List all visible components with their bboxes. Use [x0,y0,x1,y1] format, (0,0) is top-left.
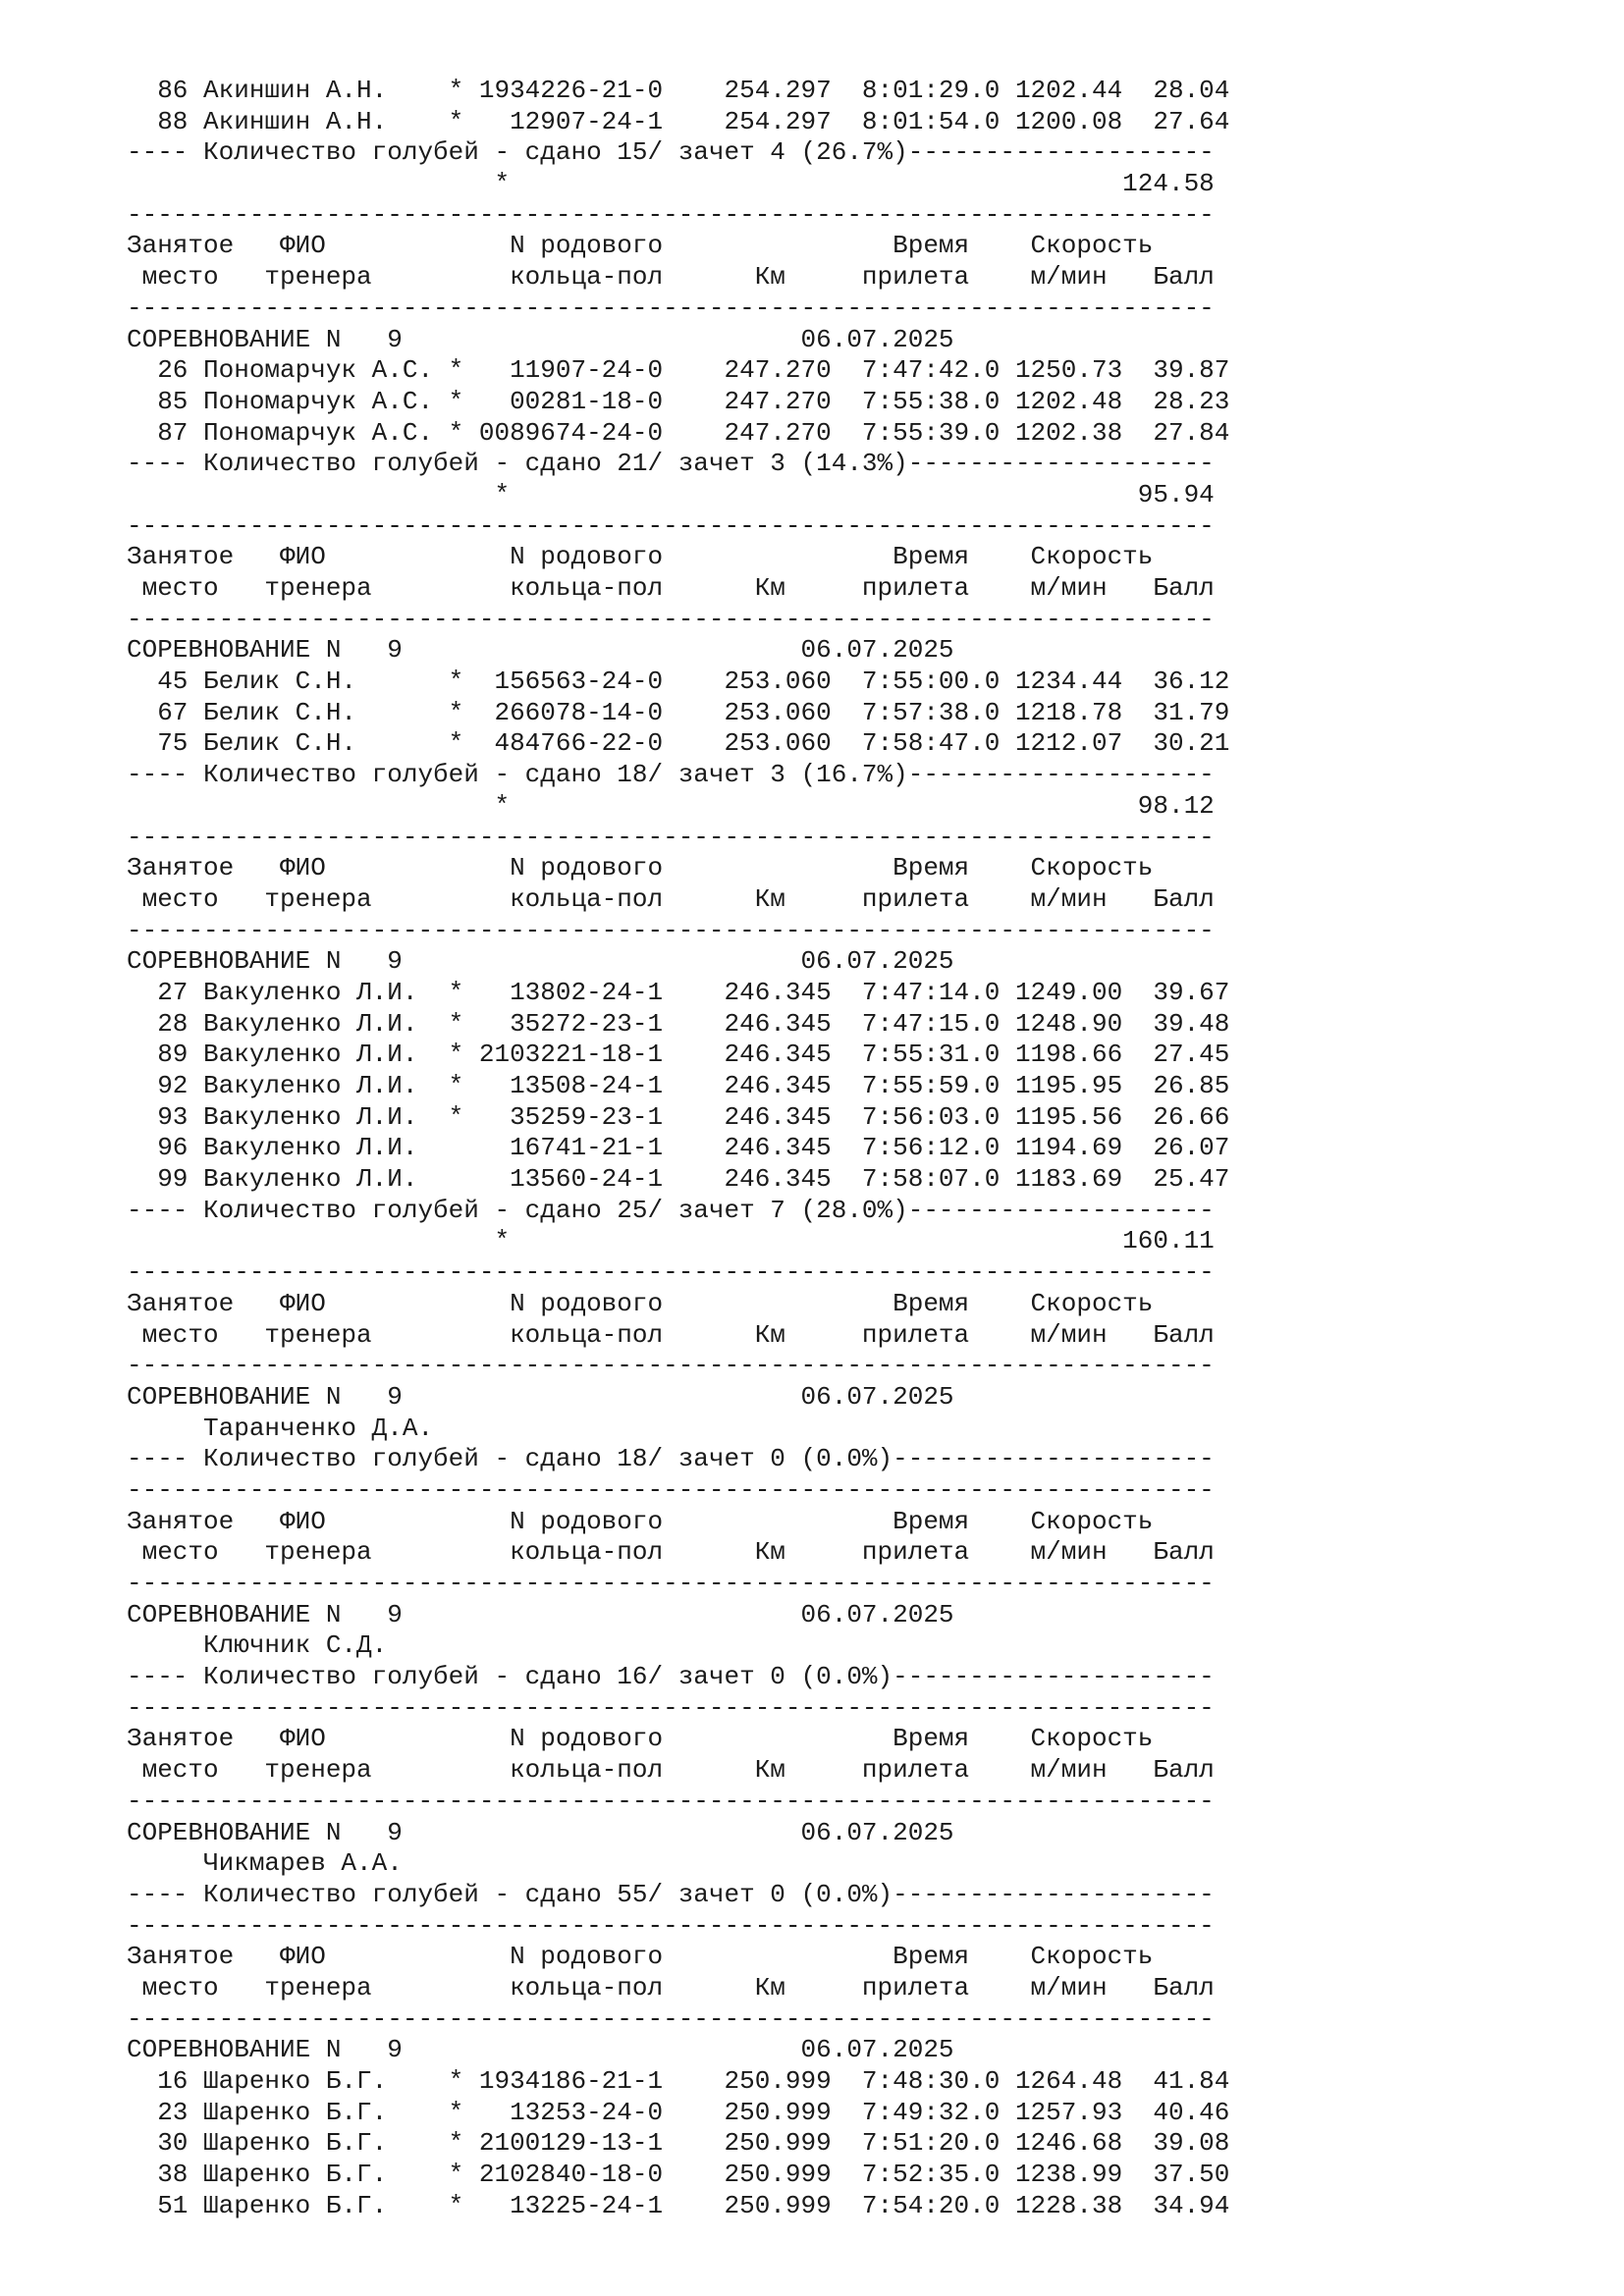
table-row: 87 Пономарчук А.С. * 0089674-24-0 247.270 7:55:39.0 1202.38 27.84 [127,417,1230,448]
trainer-name-line: Таранченко Д.А. [127,1413,434,1443]
trainer-name-line: Ключник С.Д. [127,1630,388,1661]
table-row: 45 Белик С.Н. * 156563-24-0 253.060 7:55:00.0 1234.44 36.12 [127,667,1230,697]
separator-line: ----------------------------------------------------------------------- [127,1351,1215,1381]
separator-line: ----------------------------------------------------------------------- [127,915,1215,945]
separator-line: ----------------------------------------------------------------------- [127,1569,1215,1598]
competition-header: СОРЕВНОВАНИЕ N 9 06.07.2025 [127,635,954,666]
separator-line: ----------------------------------------------------------------------- [127,1474,1215,1505]
summary-line: ---- Количество голубей - сдано 21/ зачет 3 (14.3%)-------------------- [127,449,1215,479]
competition-header: СОРЕВНОВАНИЕ N 9 06.07.2025 [127,1599,954,1629]
table-row: 26 Пономарчук А.С. * 11907-24-0 247.270 7:47:42.0 1250.73 39.87 [127,355,1230,386]
table-row: 51 Шаренко Б.Г. * 13225-24-1 250.999 7:54:20.0 1228.38 34.94 [127,2190,1230,2220]
separator-line: ----------------------------------------------------------------------- [127,1257,1215,1288]
separator-line: ----------------------------------------------------------------------- [127,2003,1215,2034]
summary-line: ---- Количество голубей - сдано 18/ зачет 0 (0.0%)--------------------- [127,1444,1215,1474]
summary-line: ---- Количество голубей - сдано 55/ зачет 0 (0.0%)--------------------- [127,1879,1215,1909]
table-row: 88 Акиншин А.Н. * 12907-24-1 254.297 8:01:54.0 1200.08 27.64 [127,106,1230,136]
summary-line: ---- Количество голубей - сдано 15/ зачет 4 (26.7%)-------------------- [127,137,1215,168]
results-printout [127,76,1229,2221]
table-row: 75 Белик С.Н. * 484766-22-0 253.060 7:58:47.0 1212.07 30.21 [127,728,1230,759]
column-header: место тренера кольца-пол Км прилета м/мин Балл [127,262,1215,293]
total-score-line: * 95.94 [127,479,1215,509]
table-row: 99 Вакуленко Л.И. 13560-24-1 246.345 7:58:07.0 1183.69 25.47 [127,1164,1230,1195]
summary-line: ---- Количество голубей - сдано 16/ зачет 0 (0.0%)--------------------- [127,1662,1215,1692]
separator-line: ----------------------------------------------------------------------- [127,822,1215,852]
competition-header: СОРЕВНОВАНИЕ N 9 06.07.2025 [127,2035,954,2065]
separator-line: ----------------------------------------------------------------------- [127,604,1215,634]
column-header: место тренера кольца-пол Км прилета м/мин Балл [127,883,1215,914]
table-row: 85 Пономарчук А.С. * 00281-18-0 247.270 7:55:38.0 1202.48 28.23 [127,386,1230,416]
table-row: 30 Шаренко Б.Г. * 2100129-13-1 250.999 7:51:20.0 1246.68 39.08 [127,2128,1230,2159]
table-row: 93 Вакуленко Л.И. * 35259-23-1 246.345 7:56:03.0 1195.56 26.66 [127,1101,1230,1132]
column-header: место тренера кольца-пол Км прилета м/мин Балл [127,1755,1215,1786]
competition-header: СОРЕВНОВАНИЕ N 9 06.07.2025 [127,1381,954,1412]
column-header: Занятое ФИО N родового Время Скорость [127,1942,1154,1972]
table-row: 92 Вакуленко Л.И. * 13508-24-1 246.345 7:55:59.0 1195.95 26.85 [127,1071,1230,1100]
total-score-line: * 160.11 [127,1226,1215,1256]
summary-line: ---- Количество голубей - сдано 25/ зачет 7 (28.0%)-------------------- [127,1195,1215,1225]
table-row: 96 Вакуленко Л.И. 16741-21-1 246.345 7:56:12.0 1194.69 26.07 [127,1133,1230,1163]
column-header: Занятое ФИО N родового Время Скорость [127,1724,1154,1754]
total-score-line: * 124.58 [127,169,1215,199]
table-row: 16 Шаренко Б.Г. * 1934186-21-1 250.999 7:48:30.0 1264.48 41.84 [127,2066,1230,2096]
trainer-name-line: Чикмарев А.А. [127,1848,403,1879]
separator-line: ----------------------------------------------------------------------- [127,510,1215,541]
separator-line: ----------------------------------------------------------------------- [127,293,1215,323]
table-row: 23 Шаренко Б.Г. * 13253-24-0 250.999 7:49:32.0 1257.93 40.46 [127,2097,1230,2127]
table-row: 67 Белик С.Н. * 266078-14-0 253.060 7:57:38.0 1218.78 31.79 [127,697,1230,727]
separator-line: ----------------------------------------------------------------------- [127,199,1215,230]
table-row: 89 Вакуленко Л.И. * 2103221-18-1 246.345 7:55:31.0 1198.66 27.45 [127,1040,1230,1070]
total-score-line: * 98.12 [127,790,1215,821]
column-header: место тренера кольца-пол Км прилета м/мин Балл [127,1972,1215,2002]
competition-header: СОРЕВНОВАНИЕ N 9 06.07.2025 [127,946,954,977]
column-header: Занятое ФИО N родового Время Скорость [127,1288,1154,1318]
table-row: 27 Вакуленко Л.И. * 13802-24-1 246.345 7:47:14.0 1249.00 39.67 [127,977,1230,1007]
table-row: 38 Шаренко Б.Г. * 2102840-18-0 250.999 7:52:35.0 1238.99 37.50 [127,2160,1230,2190]
column-header: место тренера кольца-пол Км прилета м/мин Балл [127,573,1215,603]
separator-line: ----------------------------------------------------------------------- [127,1692,1215,1723]
competition-header: СОРЕВНОВАНИЕ N 9 06.07.2025 [127,1817,954,1847]
competition-header: СОРЕВНОВАНИЕ N 9 06.07.2025 [127,324,954,354]
column-header: Занятое ФИО N родового Время Скорость [127,231,1154,261]
column-header: Занятое ФИО N родового Время Скорость [127,1506,1154,1536]
column-header: место тренера кольца-пол Км прилета м/мин Балл [127,1537,1215,1568]
column-header: место тренера кольца-пол Км прилета м/мин Балл [127,1319,1215,1350]
column-header: Занятое ФИО N родового Время Скорость [127,853,1154,883]
column-header: Занятое ФИО N родового Время Скорость [127,542,1154,572]
summary-line: ---- Количество голубей - сдано 18/ зачет 3 (16.7%)-------------------- [127,760,1215,790]
separator-line: ----------------------------------------------------------------------- [127,1910,1215,1941]
table-row: 28 Вакуленко Л.И. * 35272-23-1 246.345 7:47:15.0 1248.90 39.48 [127,1008,1230,1039]
table-row: 86 Акиншин А.Н. * 1934226-21-0 254.297 8:01:29.0 1202.44 28.04 [127,76,1230,105]
separator-line: ----------------------------------------------------------------------- [127,1786,1215,1816]
